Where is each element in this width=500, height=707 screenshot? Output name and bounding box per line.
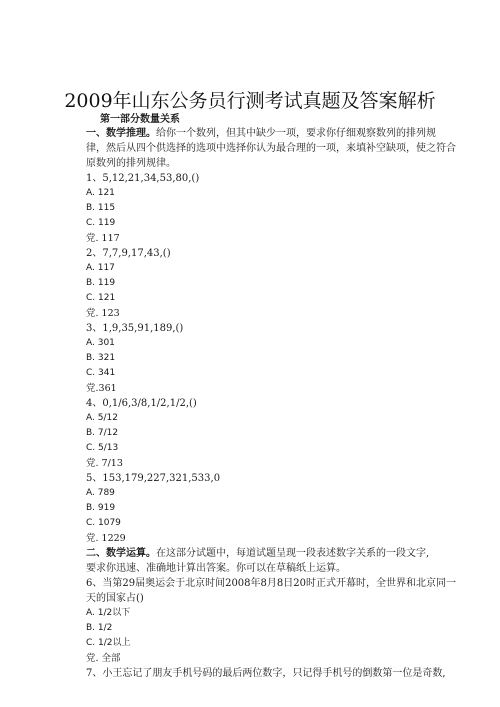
- question-4-option-c: C. 5/13: [86, 443, 119, 453]
- question-5-option-b: B. 919: [86, 503, 116, 513]
- question-6-line-1: 6、当第29届奥运会于北京时间2008年8月8日20时正式开幕时，全世界和北京同一: [86, 578, 456, 589]
- document-title: 2009年山东公务员行测考试真题及答案解析: [64, 90, 436, 112]
- section-heading: 第一部分数量关系: [100, 114, 180, 125]
- question-2-option-c: C. 121: [86, 293, 116, 303]
- part1-intro-text-1: 给你一个数列，但其中缺少一项，要求你仔细观察数列的排列规: [156, 128, 436, 139]
- question-1-stem: 1、5,12,21,34,53,80,(): [86, 173, 200, 184]
- question-3-option-b: B. 321: [86, 353, 116, 363]
- question-5-stem: 5、153,179,227,321,533,0: [86, 473, 221, 484]
- question-3-option-c: C. 341: [86, 368, 116, 378]
- part1-intro-line-2: 律，然后从四个供选择的选项中选择你认为最合理的一项，来填补空缺项，使之符合: [86, 143, 456, 154]
- part1-heading: 一、数学推理。: [86, 128, 156, 139]
- question-1-answer: 党. 117: [86, 233, 120, 244]
- question-6-option-b: B. 1/2: [86, 623, 113, 633]
- question-3-stem: 3、1,9,35,91,189,(): [86, 323, 184, 334]
- question-4-stem: 4、0,1/6,3/8,1/2,1/2,(): [86, 398, 197, 409]
- question-3-option-a: A. 301: [86, 338, 115, 348]
- part2-heading: 二、数学运算。: [86, 548, 156, 559]
- part1-intro-line-1: [86, 126, 436, 141]
- question-5-option-c: C. 1079: [86, 518, 121, 528]
- part1-intro-line-3: 原数列的排列规律。: [86, 158, 176, 169]
- part2-intro-text-1: 在这部分试题中，每道试题呈现一段表述数字关系的一段文字,: [156, 548, 430, 559]
- question-1-option-c: C. 119: [86, 218, 116, 228]
- question-5-answer: 党. 1229: [86, 533, 126, 544]
- part2-intro-line-1: [86, 546, 429, 561]
- question-4-option-b: B. 7/12: [86, 428, 119, 438]
- question-4-option-a: A. 5/12: [86, 413, 118, 423]
- question-2-answer: 党. 123: [86, 308, 120, 319]
- question-6-option-a: A. 1/2以下: [86, 608, 131, 618]
- question-3-answer: 党.361: [86, 383, 117, 394]
- question-6-line-2: 天的国家占(): [86, 593, 144, 604]
- question-1-option-b: B. 115: [86, 203, 116, 213]
- question-5-option-a: A. 789: [86, 488, 115, 498]
- question-2-option-b: B. 119: [86, 278, 116, 288]
- question-2-stem: 2、7,7,9,17,43,(): [86, 248, 171, 259]
- question-7-line-1: 7、小王忘记了朋友手机号码的最后两位数字，只记得手机号的倒数第一位是奇数,: [86, 668, 446, 679]
- question-6-option-c: C. 1/2以上: [86, 638, 131, 648]
- question-2-option-a: A. 117: [86, 263, 115, 273]
- part2-intro-line-2: 要求你迅速、准确地计算出答案。你可以在草稿纸上运算。: [86, 563, 346, 574]
- question-4-answer: 党. 7/13: [86, 458, 123, 469]
- question-6-answer: 党. 全部: [86, 653, 121, 664]
- question-1-option-a: A. 121: [86, 188, 115, 198]
